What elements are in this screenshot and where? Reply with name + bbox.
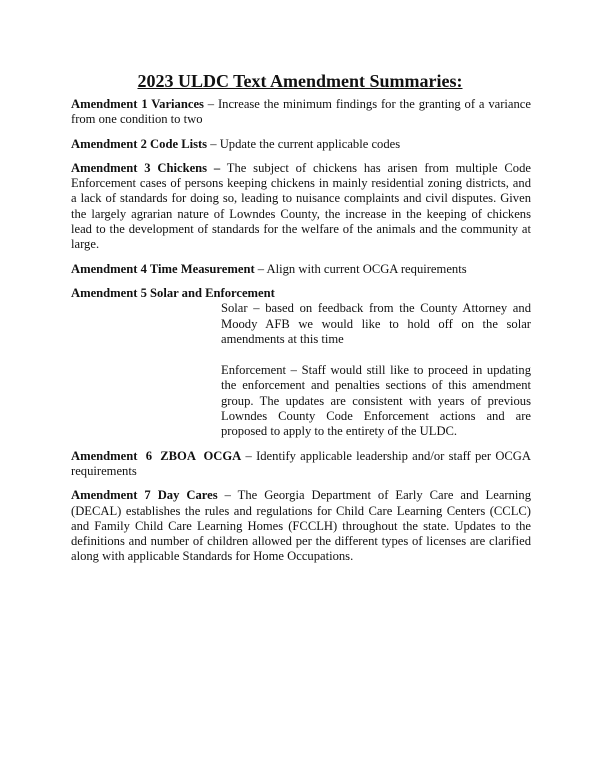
amendment-text: – The Georgia Department of Early Care and Learning (DECAL) establishes the rules and regulations for Child Care Learning Centers (CCLC) and Family Child Care Learning Homes (FCCLH) throughout the state. Updates to the definitions and number of children allowed per the different types of licenses are clarified along with applicable Standards for Home Occupations. bbox=[71, 488, 531, 564]
amendment-text: – Update the current applicable codes bbox=[207, 136, 401, 151]
amendment-7 bbox=[71, 488, 531, 564]
amendment-heading: Amendment 6 ZBOA OCGA bbox=[71, 448, 242, 463]
amendment-text: – Increase the minimum findings for the granting of a variance from one condition to two bbox=[71, 97, 531, 127]
amendment-text: The subject of chickens has arisen from multiple Code Enforcement cases of persons keeping chickens in mainly residential zoning districts, and a lack of standards for doing so, leading to nuisance complaints and civil disputes. Given the largely agrarian nature of Lowndes County, the increase in the keeping of chickens lead to the development of standards for the welfare of the animals and the community at large. bbox=[71, 160, 531, 252]
amendment-heading: Amendment 5 Solar and Enforcement bbox=[71, 285, 275, 300]
document-body bbox=[71, 97, 531, 574]
amendment-5 bbox=[71, 286, 531, 301]
amendment-heading: Amendment 1 Variances bbox=[71, 97, 204, 111]
amendment-heading: Amendment 2 Code Lists bbox=[71, 136, 208, 151]
amendment-6 bbox=[71, 449, 531, 480]
page-title: 2023 ULDC Text Amendment Summaries: bbox=[137, 71, 463, 91]
amendment-5-enforcement: Enforcement – Staff would still like to proceed in updating the enforcement and penalties sections of this amendment group. The updates are consistent with years of previous Lowndes County Code Enforcement actions and are proposed to apply to the entirety of the ULDC. bbox=[221, 363, 531, 439]
amendment-4 bbox=[71, 262, 531, 277]
amendment-heading: Amendment 4 Time Measurement bbox=[71, 261, 255, 276]
amendment-1 bbox=[71, 97, 531, 128]
amendment-heading: Amendment 7 Day Cares bbox=[71, 488, 218, 503]
amendment-heading: Amendment 3 Chickens – bbox=[71, 160, 221, 175]
amendment-text: – Align with current OCGA requirements bbox=[254, 261, 467, 276]
amendment-3 bbox=[71, 161, 531, 253]
amendment-text: – Identify applicable leadership and/or staff per OCGA requirements bbox=[71, 448, 532, 478]
amendment-2 bbox=[71, 137, 531, 152]
amendment-5-solar: Solar – based on feedback from the County Attorney and Moody AFB we would like to hold off on the solar amendments at this time bbox=[221, 301, 531, 346]
